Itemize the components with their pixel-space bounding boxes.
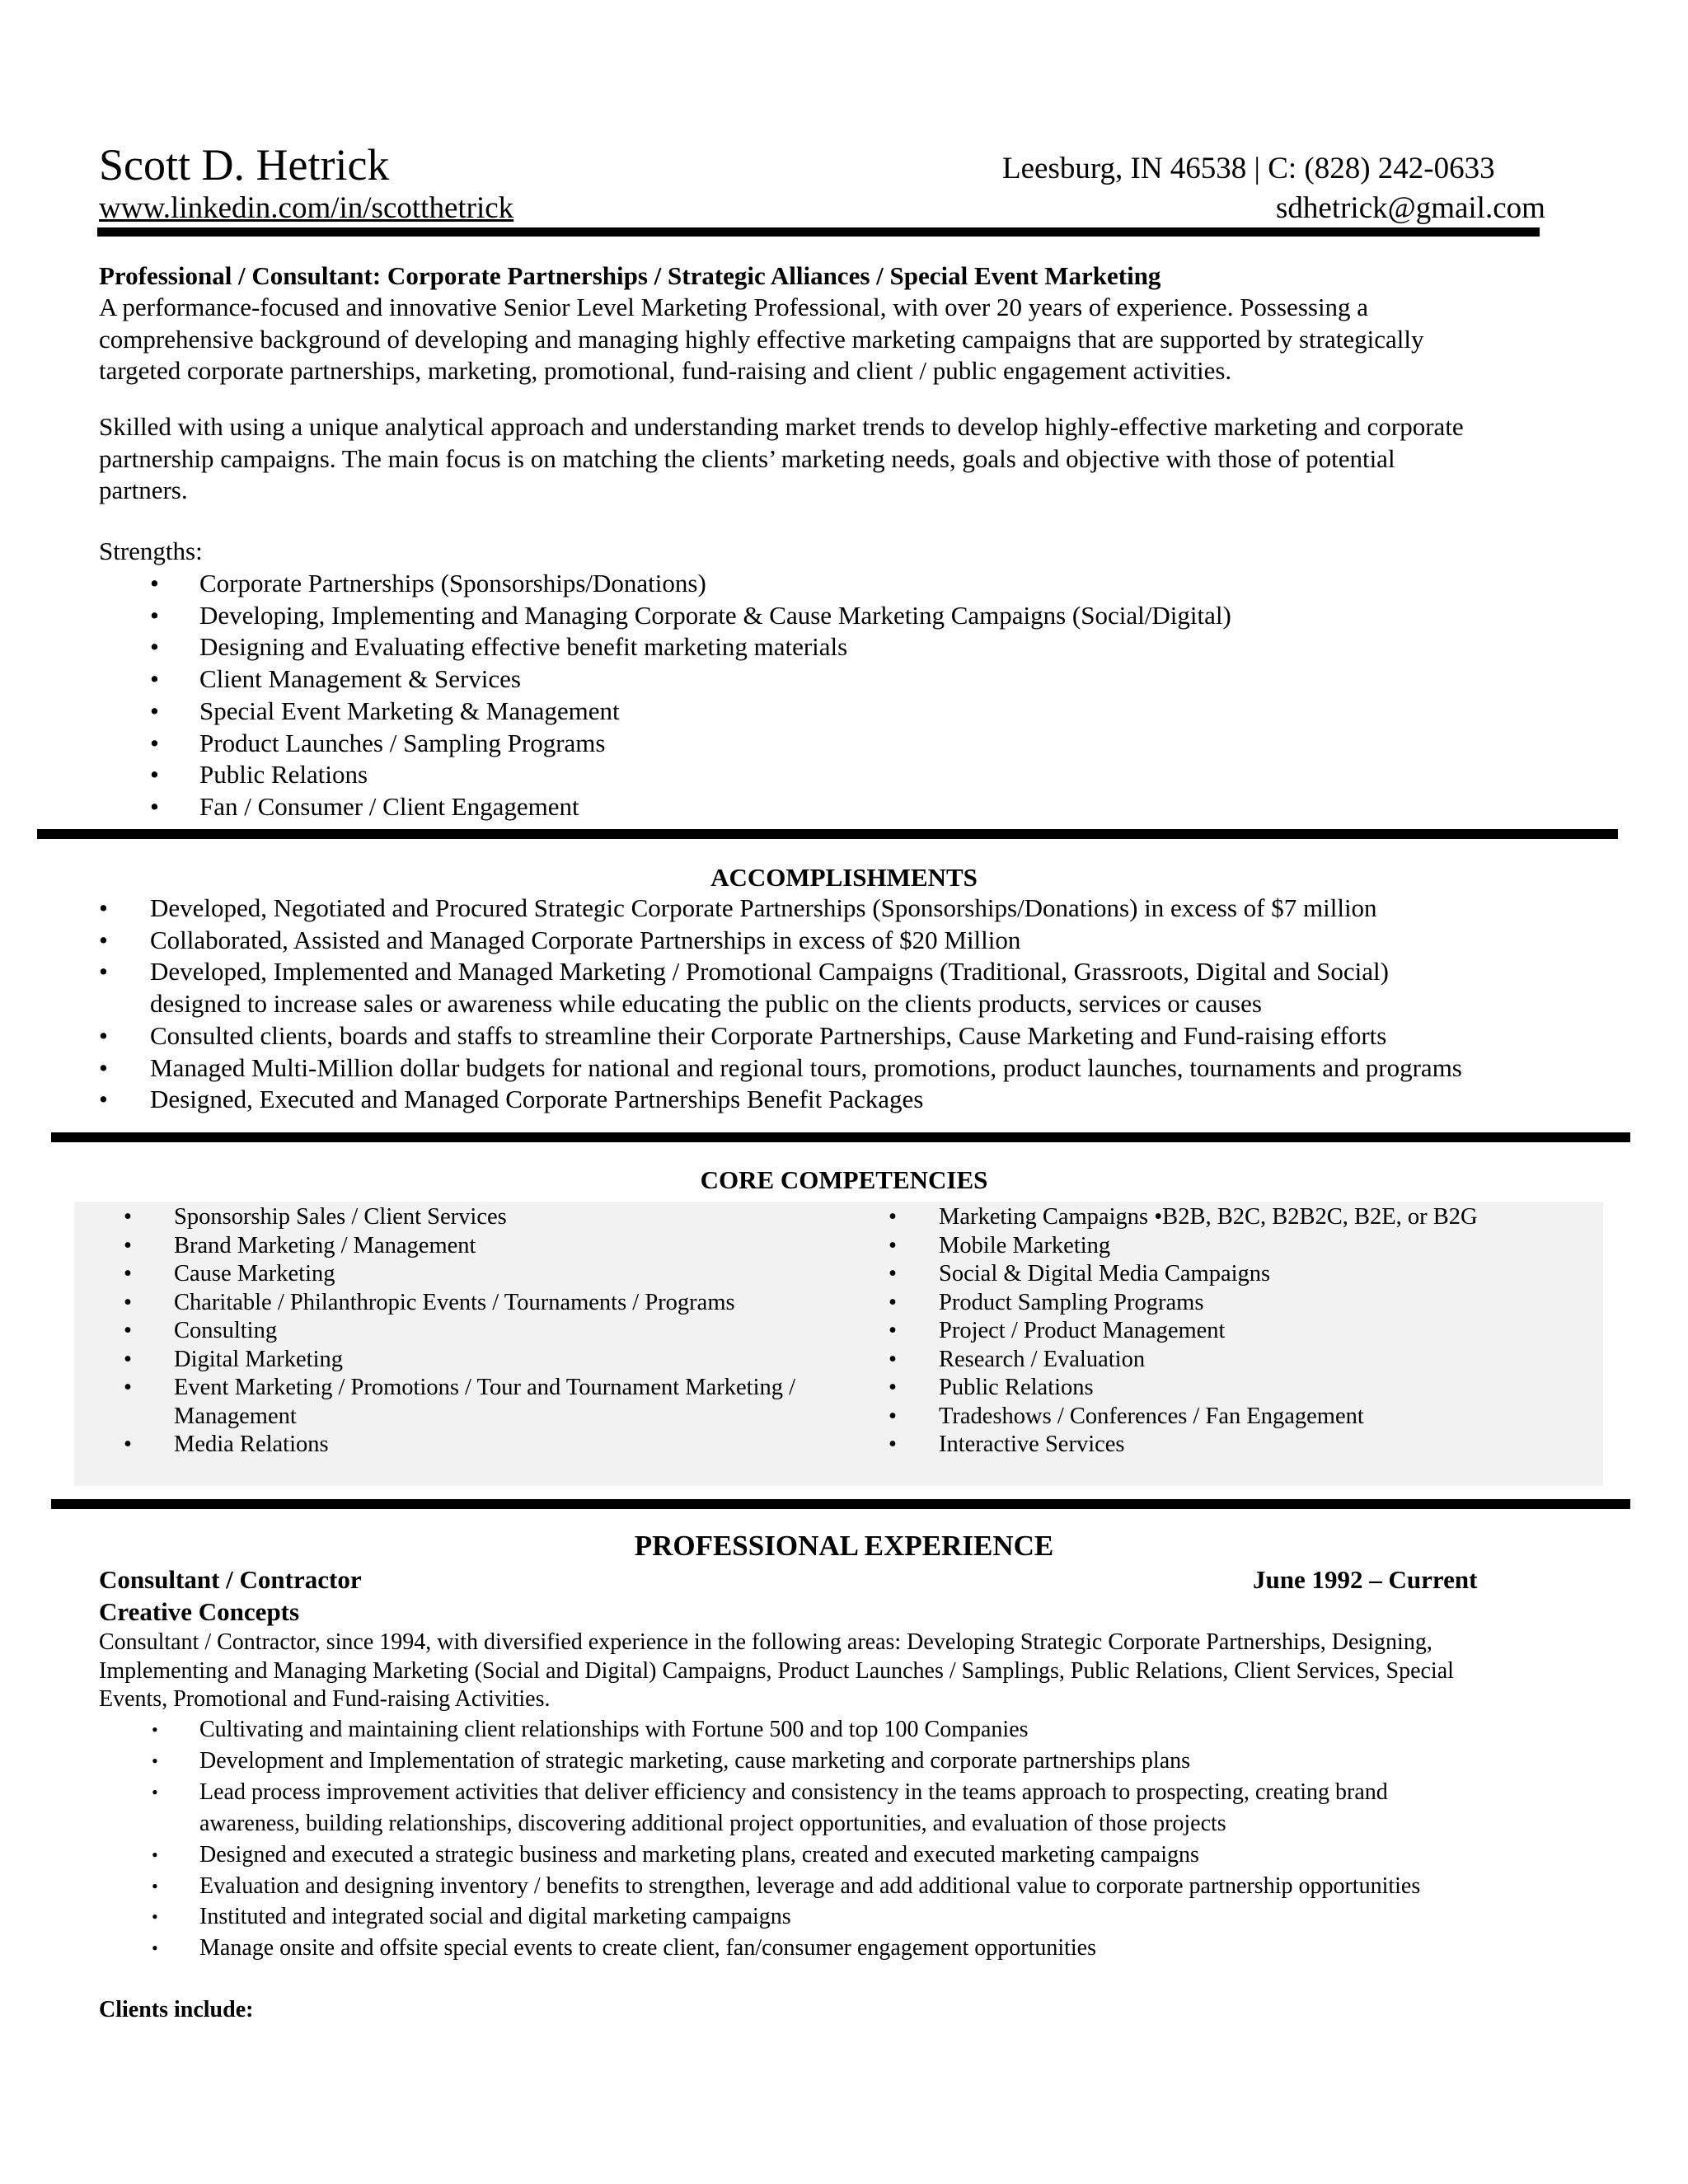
list-item <box>99 631 1231 663</box>
bullet: • <box>152 1906 158 1928</box>
list-item <box>99 893 1462 925</box>
job-title: Consultant / Contractor <box>99 1565 362 1594</box>
accomplishment-line: Collaborated, Assisted and Managed Corporate Partnerships in excess of $20 Million <box>150 925 1021 954</box>
bullet: • <box>889 1261 897 1286</box>
list-item <box>124 1317 795 1346</box>
list-item <box>99 1840 1420 1871</box>
competency-text: Digital Marketing <box>174 1346 343 1372</box>
job-description-line: Consultant / Contractor, since 1994, with diversified experience in the following areas: Developing Strategic Corporate Partnerships, Designing, <box>99 1629 1432 1655</box>
list-item <box>124 1232 795 1261</box>
list-item <box>99 600 1231 632</box>
job-bullet-line: awareness, building relationships, discovering additional project opportunities, and evaluation of those projects <box>199 1810 1226 1836</box>
competency-text: Event Marketing / Promotions / Tour and Tournament Marketing / <box>174 1375 796 1400</box>
bullet: • <box>99 1020 108 1050</box>
summary-divider <box>37 829 1618 839</box>
competency-text: Project / Product Management <box>939 1318 1226 1343</box>
accomplishments-list <box>99 893 1462 1116</box>
accomplishment-line: Developed, Negotiated and Procured Strategic Corporate Partnerships (Sponsorships/Donations) in excess of $7 million <box>150 893 1377 922</box>
summary-p1-line: comprehensive background of developing and managing highly effective marketing campaigns that are supported by strategically <box>99 324 1424 354</box>
list-item <box>99 728 1231 760</box>
competency-text: Public Relations <box>939 1375 1094 1400</box>
list-item <box>889 1260 1478 1289</box>
bullet: • <box>150 632 159 662</box>
competency-text: Charitable / Philanthropic Events / Tournaments / Programs <box>174 1289 735 1315</box>
strength-text: Corporate Partnerships (Sponsorships/Donations) <box>199 569 706 598</box>
bullet: • <box>150 728 159 757</box>
summary-p2-line: Skilled with using a unique analytical approach and understanding market trends to develop highly-effective marketing and corporate <box>99 412 1464 441</box>
competency-text: Marketing Campaigns •B2B, B2C, B2B2C, B2E, or B2G <box>939 1204 1478 1230</box>
bullet: • <box>152 1781 158 1802</box>
summary-paragraph-2 <box>99 411 1582 507</box>
list-item <box>99 925 1462 957</box>
competency-text: Sponsorship Sales / Client Services <box>174 1204 507 1230</box>
competency-text: Mobile Marketing <box>939 1232 1111 1258</box>
bullet: • <box>152 1938 158 1959</box>
job-bullets-list <box>99 1714 1420 1964</box>
bullet: • <box>152 1719 158 1740</box>
summary-p2-line: partners. <box>99 476 188 504</box>
bullet: • <box>889 1346 897 1372</box>
email-address[interactable]: sdhetrick@gmail.com <box>1276 191 1545 225</box>
competency-text: Consulting <box>174 1318 278 1343</box>
bullet: • <box>124 1346 132 1372</box>
bullet: • <box>152 1875 158 1896</box>
bullet: • <box>124 1204 132 1230</box>
competency-text: Management <box>174 1403 297 1429</box>
header-divider <box>97 227 1540 237</box>
competency-text: Product Sampling Programs <box>939 1289 1204 1315</box>
bullet: • <box>124 1289 132 1315</box>
list-item <box>124 1431 795 1460</box>
clients-label: Clients include: <box>99 1997 254 2022</box>
accomplishment-line: Managed Multi-Million dollar budgets for national and regional tours, promotions, product launches, tournaments and programs <box>150 1052 1462 1082</box>
bullet: • <box>99 893 108 922</box>
bullet: • <box>124 1261 132 1286</box>
list-item <box>99 1746 1420 1777</box>
list-item <box>99 696 1231 728</box>
list-item <box>99 1052 1462 1085</box>
strength-text: Product Launches / Sampling Programs <box>199 728 606 757</box>
competencies-heading: CORE COMPETENCIES <box>700 1165 988 1194</box>
list-item <box>99 663 1231 696</box>
job-description-line: Implementing and Managing Marketing (Social and Digital) Campaigns, Product Launches / Samplings, Public Relations, Client Services, Special <box>99 1657 1454 1684</box>
job-description <box>99 1629 1454 1714</box>
accomplishment-line: Developed, Implemented and Managed Marketing / Promotional Campaigns (Traditional, Grassroots, Digital and Social) <box>150 957 1389 987</box>
experience-heading: PROFESSIONAL EXPERIENCE <box>634 1530 1054 1562</box>
bullet: • <box>99 957 108 987</box>
bullet: • <box>124 1232 132 1258</box>
list-item <box>124 1374 795 1431</box>
list-item <box>99 1084 1462 1116</box>
list-item <box>99 1020 1462 1052</box>
competency-text: Media Relations <box>174 1432 329 1457</box>
competencies-divider <box>51 1499 1630 1509</box>
strength-text: Developing, Implementing and Managing Corporate & Cause Marketing Campaigns (Social/Digital) <box>199 600 1231 630</box>
bullet: • <box>124 1375 132 1400</box>
list-item <box>124 1203 795 1232</box>
job-bullet-line: Evaluation and designing inventory / benefits to strengthen, leverage and add additional value to corporate partnership opportunities <box>199 1872 1421 1899</box>
strength-text: Designing and Evaluating effective benefit marketing materials <box>199 632 848 662</box>
summary-title: Professional / Consultant: Corporate Partnerships / Strategic Alliances / Special Event Marketing <box>99 261 1161 290</box>
job-bullet-line: Cultivating and maintaining client relationships with Fortune 500 and top 100 Companies <box>199 1717 1029 1742</box>
list-item <box>889 1403 1478 1432</box>
bullet: • <box>99 1052 108 1082</box>
list-item <box>124 1346 795 1375</box>
strengths-list <box>99 568 1231 823</box>
accomplishment-line: Consulted clients, boards and staffs to streamline their Corporate Partnerships, Cause Marketing and Fund-raising efforts <box>150 1020 1387 1050</box>
list-item <box>99 1933 1420 1964</box>
list-item <box>99 1777 1420 1840</box>
strength-text: Public Relations <box>199 760 368 790</box>
competency-text: Social & Digital Media Campaigns <box>939 1261 1271 1286</box>
list-item <box>99 956 1462 1019</box>
bullet: • <box>150 569 159 598</box>
competency-text: Tradeshows / Conferences / Fan Engagement <box>939 1403 1364 1429</box>
list-item <box>99 1871 1420 1902</box>
list-item <box>889 1232 1478 1261</box>
bullet: • <box>152 1750 158 1771</box>
contact-address-phone: Leesburg, IN 46538 | C: (828) 242-0633 <box>1002 152 1495 185</box>
bullet: • <box>150 696 159 725</box>
bullet: • <box>889 1375 897 1400</box>
bullet: • <box>150 791 159 821</box>
job-description-line: Events, Promotional and Fund-raising Activities. <box>99 1686 551 1712</box>
bullet: • <box>150 664 159 694</box>
summary-p1-line: A performance-focused and innovative Senior Level Marketing Professional, with over 20 years of experience. Possessing a <box>99 293 1369 321</box>
bullet: • <box>150 600 159 630</box>
list-item <box>99 1901 1420 1933</box>
strengths-label: Strengths: <box>99 537 203 565</box>
summary-paragraph-1 <box>99 292 1582 387</box>
linkedin-link[interactable]: www.linkedin.com/in/scotthetrick <box>99 191 514 225</box>
competency-text: Research / Evaluation <box>939 1346 1146 1372</box>
competency-text: Brand Marketing / Management <box>174 1232 476 1258</box>
list-item <box>889 1317 1478 1346</box>
bullet: • <box>150 760 159 790</box>
bullet: • <box>889 1204 897 1230</box>
list-item <box>99 791 1231 823</box>
job-bullet-line: Manage onsite and offsite special events to create client, fan/consumer engagement opportunities <box>199 1935 1096 1961</box>
competency-text: Cause Marketing <box>174 1261 335 1286</box>
list-item <box>889 1374 1478 1403</box>
bullet: • <box>889 1432 897 1457</box>
list-item <box>889 1203 1478 1232</box>
bullet: • <box>152 1844 158 1865</box>
bullet: • <box>889 1318 897 1343</box>
strength-text: Fan / Consumer / Client Engagement <box>199 791 579 821</box>
accomplishment-line: designed to increase sales or awareness while educating the public on the clients products, services or causes <box>150 989 1262 1019</box>
list-item <box>99 759 1231 791</box>
bullet: • <box>99 925 108 954</box>
list-item <box>889 1289 1478 1318</box>
job-bullet-line: Development and Implementation of strategic marketing, cause marketing and corporate partnerships plans <box>199 1747 1191 1774</box>
list-item <box>889 1431 1478 1460</box>
company-name: Creative Concepts <box>99 1597 300 1626</box>
accomplishments-heading: ACCOMPLISHMENTS <box>710 863 978 892</box>
list-item <box>99 1714 1420 1746</box>
summary-p1-line: targeted corporate partnerships, marketing, promotional, fund-raising and client / public engagement activities. <box>99 356 1232 385</box>
bullet: • <box>99 1085 108 1114</box>
list-item <box>99 568 1231 600</box>
summary-p2-line: partnership campaigns. The main focus is on matching the clients’ marketing needs, goals and objective with those of potential <box>99 443 1395 473</box>
accomplishments-divider <box>51 1132 1630 1142</box>
strength-text: Client Management & Services <box>199 664 521 694</box>
list-item <box>124 1289 795 1318</box>
job-dates: June 1992 – Current <box>1253 1565 1478 1594</box>
bullet: • <box>889 1403 897 1429</box>
bullet: • <box>889 1232 897 1258</box>
candidate-name: Scott D. Hetrick <box>99 140 390 190</box>
competencies-left-list <box>124 1203 795 1460</box>
bullet: • <box>889 1289 897 1315</box>
job-bullet-line: Instituted and integrated social and digital marketing campaigns <box>199 1904 791 1930</box>
bullet: • <box>124 1318 132 1343</box>
competencies-right-list <box>889 1203 1478 1460</box>
accomplishment-line: Designed, Executed and Managed Corporate Partnerships Benefit Packages <box>150 1085 924 1114</box>
list-item <box>889 1346 1478 1375</box>
list-item <box>124 1260 795 1289</box>
job-bullet-line: Lead process improvement activities that deliver efficiency and consistency in the teams approach to prospecting, creating brand <box>199 1779 1388 1805</box>
competency-text: Interactive Services <box>939 1432 1125 1457</box>
bullet: • <box>124 1432 132 1457</box>
strength-text: Special Event Marketing & Management <box>199 696 620 725</box>
job-bullet-line: Designed and executed a strategic business and marketing plans, created and executed marketing campaigns <box>199 1841 1199 1868</box>
